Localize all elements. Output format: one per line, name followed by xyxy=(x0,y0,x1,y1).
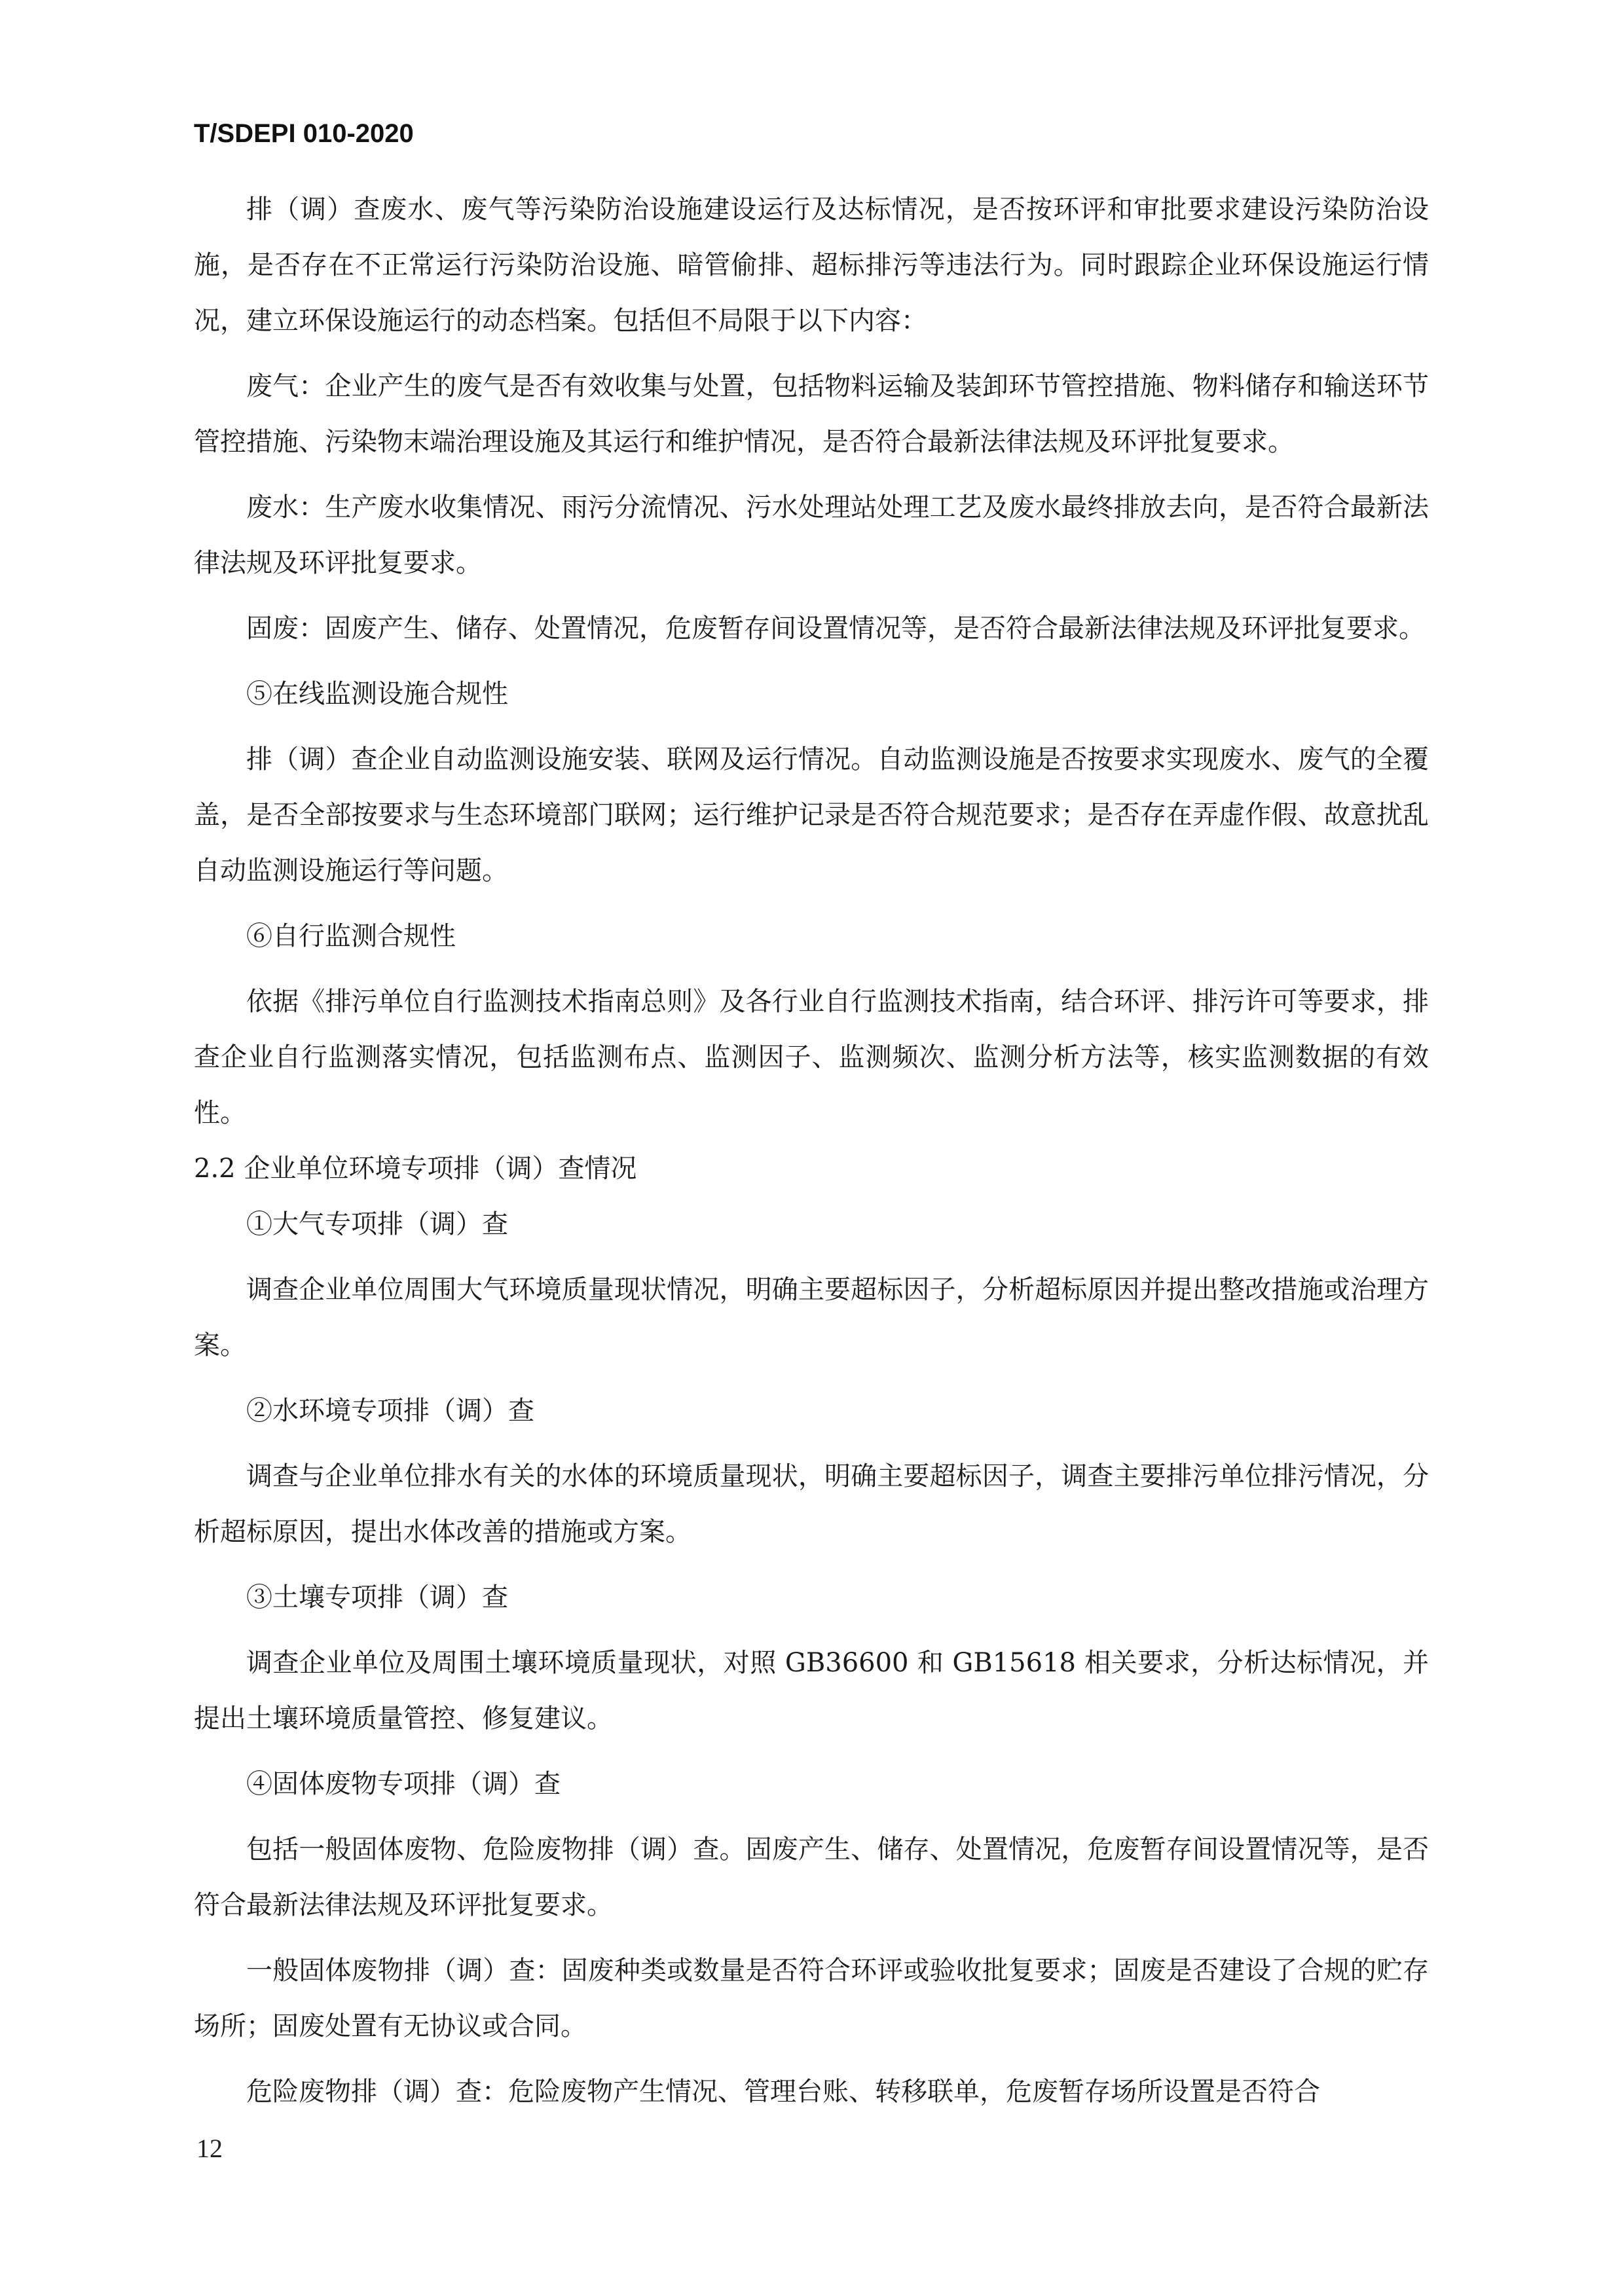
paragraph: 危险废物排（调）查：危险废物产生情况、管理台账、转移联单，危废暂存场所设置是否符合 xyxy=(246,2077,1320,2107)
subheading: ①大气专项排（调）查 xyxy=(246,1209,508,1239)
paragraph: 一般固体废物排（调）查：固废种类或数量是否符合环评或验收批复要求；固废是否建设了合规的贮存场所；固废处置有无协议或合同。 xyxy=(194,1956,1429,2041)
paragraph: 调查企业单位周围大气环境质量现状情况，明确主要超标因子，分析超标原因并提出整改措施或治理方案。 xyxy=(194,1275,1429,1360)
paragraph: 调查与企业单位排水有关的水体的环境质量现状，明确主要超标因子，调查主要排污单位排污情况，分析超标原因，提出水体改善的措施或方案。 xyxy=(194,1461,1429,1547)
subheading: ③土壤专项排（调）查 xyxy=(246,1582,508,1613)
subheading: ⑥自行监测合规性 xyxy=(246,921,456,951)
paragraph: 排（调）查废水、废气等污染防治设施建设运行及达标情况，是否按环评和审批要求建设污染防治设施，是否存在不正常运行污染防治设施、暗管偷排、超标排污等违法行为。同时跟踪企业环保设施运行情况，建立环保设施运行的动态档案。包括但不局限于以下内容： xyxy=(194,194,1429,336)
page-number: 12 xyxy=(196,2134,223,2163)
paragraph: 固废：固废产生、储存、处置情况，危废暂存间设置情况等，是否符合最新法律法规及环评批复要求。 xyxy=(246,613,1425,644)
document-code-header: T/SDEPI 010-2020 xyxy=(194,119,414,148)
paragraph: 调查企业单位及周围土壤环境质量现状，对照 GB36600 和 GB15618 相关要求，分析达标情况，并提出土壤环境质量管控、修复建议。 xyxy=(194,1648,1429,1734)
subheading: ⑤在线监测设施合规性 xyxy=(246,679,508,709)
subheading: ④固体废物专项排（调）查 xyxy=(246,1769,561,1799)
section-heading: 2.2 企业单位环境专项排（调）查情况 xyxy=(194,1154,637,1184)
paragraph: 排（调）查企业自动监测设施安装、联网及运行情况。自动监测设施是否按要求实现废水、废气的全覆盖，是否全部按要求与生态环境部门联网；运行维护记录是否符合规范要求；是否存在弄虚作假、故意扰乱自动监测设施运行等问题。 xyxy=(194,744,1429,886)
paragraph: 废气：企业产生的废气是否有效收集与处置，包括物料运输及装卸环节管控措施、物料储存和输送环节管控措施、污染物末端治理设施及其运行和维护情况，是否符合最新法律法规及环评批复要求。 xyxy=(194,371,1429,457)
paragraph: 废水：生产废水收集情况、雨污分流情况、污水处理站处理工艺及废水最终排放去向，是否符合最新法律法规及环评批复要求。 xyxy=(194,492,1429,578)
paragraph: 包括一般固体废物、危险废物排（调）查。固废产生、储存、处置情况，危废暂存间设置情况等，是否符合最新法律法规及环评批复要求。 xyxy=(194,1834,1429,1920)
subheading: ②水环境专项排（调）查 xyxy=(246,1396,534,1426)
document-body xyxy=(194,182,1429,2130)
paragraph: 依据《排污单位自行监测技术指南总则》及各行业自行监测技术指南，结合环评、排污许可等要求，排查企业自行监测落实情况，包括监测布点、监测因子、监测频次、监测分析方法等，核实监测数据的有效性。 xyxy=(194,987,1429,1128)
